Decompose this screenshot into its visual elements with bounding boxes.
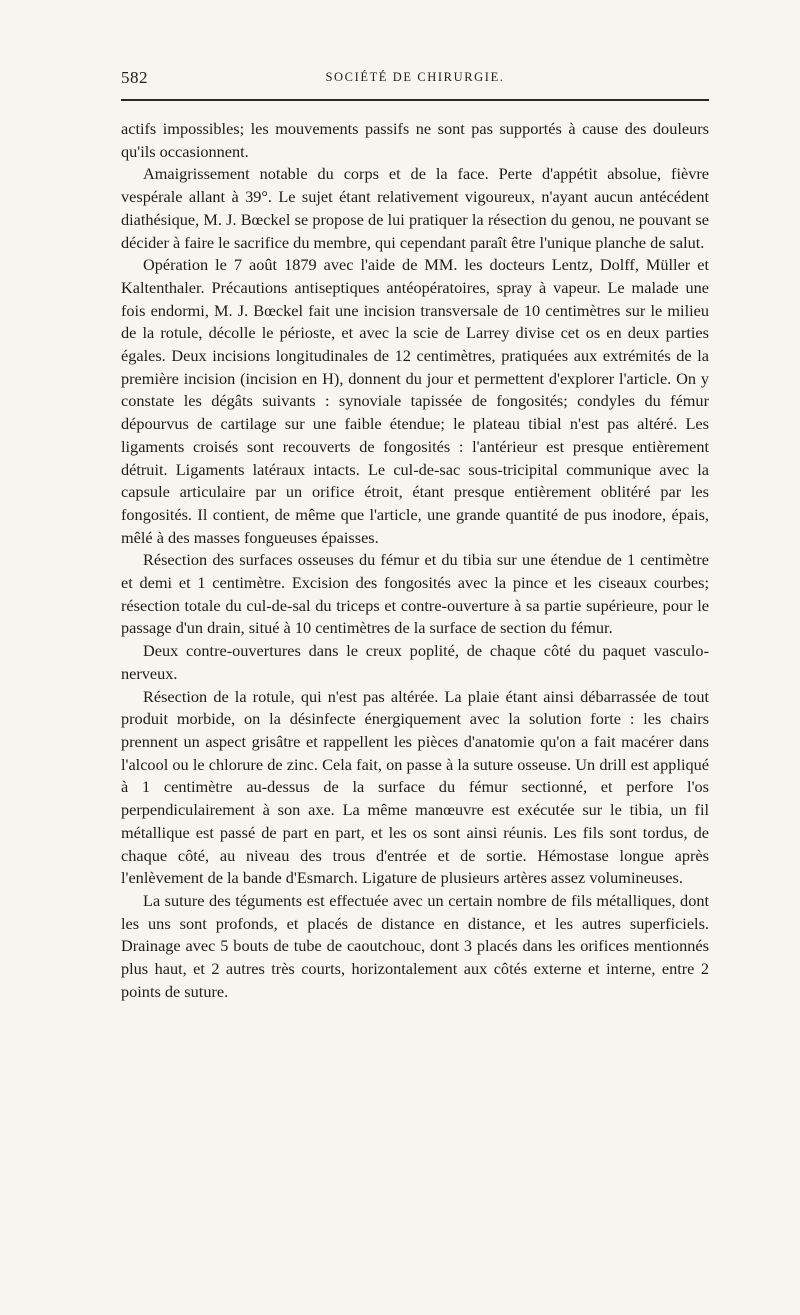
paragraph-1: actifs impossibles; les mouvements passifs ne sont pas supportés à cause des douleurs qu'ils occasionnent. <box>121 119 709 161</box>
header-rule <box>121 99 709 101</box>
page-number: 582 <box>121 68 148 87</box>
paragraph-4: Résection des surfaces osseuses du fémur et du tibia sur une étendue de 1 centimètre et demi et 1 centimètre. Excision des fongosités avec la pince et les ciseaux courbes; résection totale du cul-de-sal du triceps et contre-ouverture à sa partie supérieure, pour le passage d'un drain, situé à 10 centimètres de la surface de section du fémur. <box>121 550 709 638</box>
paragraph-6: Résection de la rotule, qui n'est pas altérée. La plaie étant ainsi débarrassée de tout produit morbide, on la désinfecte énergiquement avec la solution forte : les chairs prennent un aspect grisâtre et rappellent les pièces d'anatomie qu'on a fait macérer dans l'alcool ou le chlorure de zinc. Cela fait, on passe à la suture osseuse. Un drill est appliqué à 1 centimètre au-dessus de la surface du fémur sectionné, et perfore l'os perpendiculairement à son axe. La même manœuvre est exécutée sur le tibia, un fil métallique est passé de part en part, et les os sont ainsi réunis. Les fils sont tordus, de chaque côté, au niveau des trous d'entrée et de sortie. Hémostase longue après l'enlèvement de la bande d'Esmarch. Ligature de plusieurs artères assez volumineuses. <box>121 686 709 888</box>
paragraph-2: Amaigrissement notable du corps et de la face. Perte d'appétit absolue, fièvre vespérale allant à 39°. Le sujet étant relativement vigoureux, n'ayant aucun antécédent diathésique, M. J. Bœckel se propose de lui pratiquer la résection du genou, ne pouvant se décider à faire le sacrifice du membre, qui cependant paraît être l'unique planche de salut. <box>121 164 709 252</box>
running-title: SOCIÉTÉ DE CHIRURGIE. <box>325 70 505 84</box>
paragraph-3: Opération le 7 août 1879 avec l'aide de MM. les docteurs Lentz, Dolff, Müller et Kaltenthaler. Précautions antiseptiques antéopératoires, spray à vapeur. Le malade une fois endormi, M. J. Bœckel fait une incision transversale de 10 centimètres sur le milieu de la rotule, décolle le périoste, et avec la scie de Larrey divise cet os en deux parties égales. Deux incisions longitudinales de 12 centimètres, pratiquées aux extrémités de la première incision (incision en H), donnent du jour et permettent d'explorer l'article. On y constate les dégâts suivants : synoviale tapissée de fongosités; condyles du fémur dépourvus de cartilage sur une faible étendue; le plateau tibial n'est pas altéré. Les ligaments croisés sont recouverts de fongosités : l'antérieur est presque entièrement détruit. Ligaments latéraux intacts. Le cul-de-sac sous-tricipital communique avec la capsule articulaire par un orifice étroit, étant presque entièrement oblitéré par les fongosités. Il contient, de même que l'article, une grande quantité de pus inodore, épais, mêlé à des masses fongueuses épaisses. <box>121 255 709 547</box>
paragraph-7: La suture des téguments est effectuée avec un certain nombre de fils métalliques, dont les uns sont profonds, et placés de distance en distance, et les autres superficiels. Drainage avec 5 bouts de tube de caoutchouc, dont 3 placés dans les orifices mentionnés plus haut, et 2 autres très courts, horizontalement aux côtés externe et interne, entre 2 points de suture. <box>121 890 709 1001</box>
body-text <box>121 118 709 1003</box>
paragraph-5: Deux contre-ouvertures dans le creux poplité, de chaque côté du paquet vasculo-nerveux. <box>121 641 709 683</box>
page-header <box>121 68 709 92</box>
